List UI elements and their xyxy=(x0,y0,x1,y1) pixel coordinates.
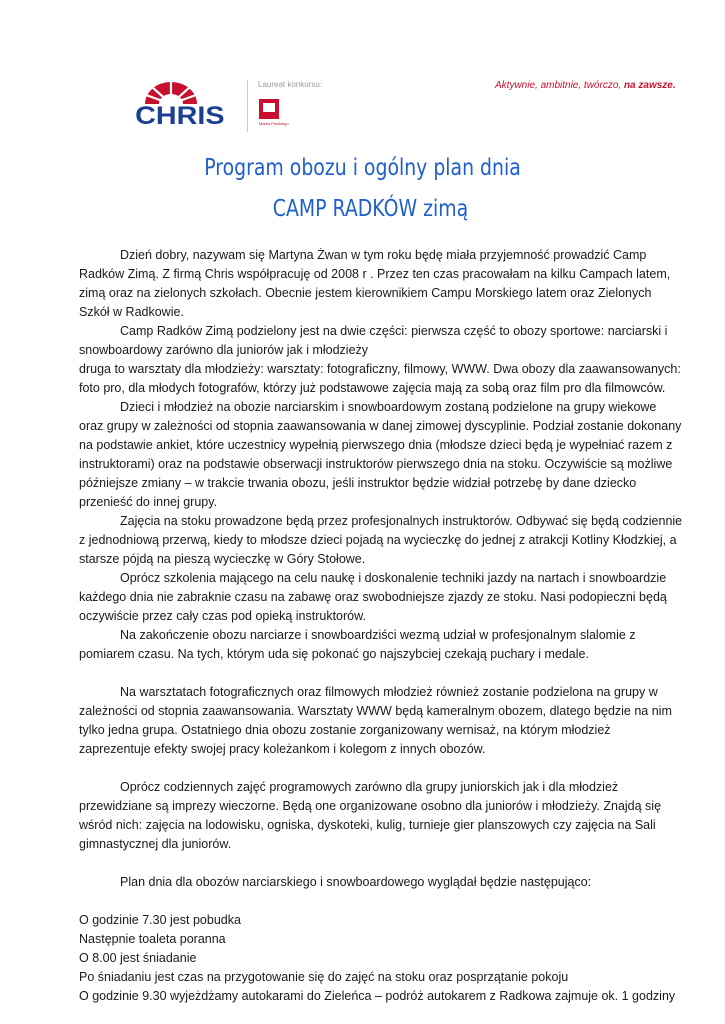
document-title: Program obozu i ogólny plan dnia xyxy=(204,155,521,181)
paragraph: Oprócz codziennych zajęć programowych zarówno dla grupy juniorskich jak i dla młodzież przewidziane są imprezy wieczorne. Będą one organizowane osobno dla juniorów i młodzieży. Znajdą się wśród nich: zajęcia na lodowisku, ogniska, dyskoteki, kulig, turnieje gier planszowych czy zajęcia na Sali gimnastycznej dla juniorów. xyxy=(79,780,662,851)
document-subtitle: CAMP RADKÓW zimą xyxy=(272,196,469,222)
laureat-label: Laureat konkursu: xyxy=(258,80,323,89)
paragraph: Na zakończenie obozu narciarze i snowboardziści wezmą udział w profesjonalnym slalomie z pomiarem czasu. Na tych, którym uda się pokonać go najszybciej czekają puchary i medale. xyxy=(79,628,636,661)
schedule-item: O godzinie 7.30 jest pobudka xyxy=(79,913,241,927)
chris-logo xyxy=(112,82,230,132)
document-body xyxy=(79,246,683,1006)
paragraph: Dzieci i młodzież na obozie narciarskim i snowboardowym zostaną podzielone na grupy wiekowe oraz grupy w zależności od stopnia zaawansowania w danej zimowej dyscyplinie. Podział zostanie dokonany na podstawie ankiet, które uczestnicy wypełnią pierwszego dnia (młodsze dzieci będą je wypełniać razem z instruktorami) oraz na podstawie obserwacji instruktorów pierwszego dnia na stoku. Oczywiście są możliwe późniejsze zmiany – w trakcie trwania obozu, jeśli instruktor będzie widział potrzebę by dane dziecko przenieść do innej grupy. xyxy=(79,400,682,509)
letterhead xyxy=(0,0,725,140)
award-icon xyxy=(259,99,279,119)
paragraph: Na warsztatach fotograficznych oraz filmowych młodzież również zostanie podzielona na grupy w zależności od stopnia zaawansowania. Warsztaty WWW będą kameralnym obozem, dlatego będzie na nim tylko jedna grupa. Ostatniego dnia obozu zostanie zorganizowany wernisaż, na którym młodzież zaprezentuje efekty swojej pracy koleżankom i kolegom z innych obozów. xyxy=(79,685,672,756)
paragraph: Dzień dobry, nazywam się Martyna Żwan w tym roku będę miała przyjemność prowadzić Camp Radków Zimą. Z firmą Chris współpracuję od 2008 r . Przez ten czas pracowałam na kilku Campach latem, zimą oraz na zielonych szkołach. Obecnie jestem kierownikiem Campu Morskiego latem oraz Zielonych Szkół w Radkowie. xyxy=(79,248,671,319)
logo-wordmark: CHRIS xyxy=(135,102,225,130)
schedule-item: Następnie toaleta poranna xyxy=(79,932,226,946)
slogan xyxy=(495,80,676,91)
paragraph: Camp Radków Zimą podzielony jest na dwie części: pierwsza część to obozy sportowe: narciarski i snowboardowy zarówno dla juniorów jak i młodzieży xyxy=(79,324,668,357)
paragraph: druga to warsztaty dla młodzieży: warsztaty: fotograficzny, filmowy, WWW. Dwa obozy dla zaawansowanych: foto pro, dla młodych fotografów, którzy już podstawowe zajęcia mają za sobą oraz film pro dla filmowców. xyxy=(79,362,681,395)
schedule-item: Po śniadaniu jest czas na przygotowanie się do zajęć na stoku oraz posprzątanie pokoju xyxy=(79,970,569,984)
slogan-main: Aktywnie, ambitnie, twórczo, xyxy=(495,80,622,91)
paragraph: Plan dnia dla obozów narciarskiego i snowboardowego wyglądał będzie następująco: xyxy=(120,875,592,889)
award-caption: Marka Polskiego xyxy=(259,121,289,126)
slogan-bold: na zawsze. xyxy=(623,80,676,91)
header-divider xyxy=(247,80,248,132)
paragraph: Oprócz szkolenia mającego na celu naukę i doskonalenie techniki jazdy na nartach i snowboardzie każdego dnia nie zabraknie czasu na zabawę oraz swobodniejsze zjazdy ze stoku. Nasi podopieczni będą oczywiście przez cały czas pod opieką instruktorów. xyxy=(79,571,667,623)
schedule-item: O godzinie 9.30 wyjeżdżamy autokarami do Zieleńca – podróż autokarem z Radkowa zajmuje ok. 1 godziny xyxy=(79,989,676,1003)
sun-icon xyxy=(112,82,230,104)
schedule-item: O 8.00 jest śniadanie xyxy=(79,951,197,965)
paragraph: Zajęcia na stoku prowadzone będą przez profesjonalnych instruktorów. Odbywać się będą codziennie z jednodniową przerwą, kiedy to młodsze dzieci pojadą na wycieczkę do jednej z atrakcji Kotliny Kłodzkiej, a starsze pójdą na pieszą wycieczkę w Góry Stołowe. xyxy=(79,514,683,566)
